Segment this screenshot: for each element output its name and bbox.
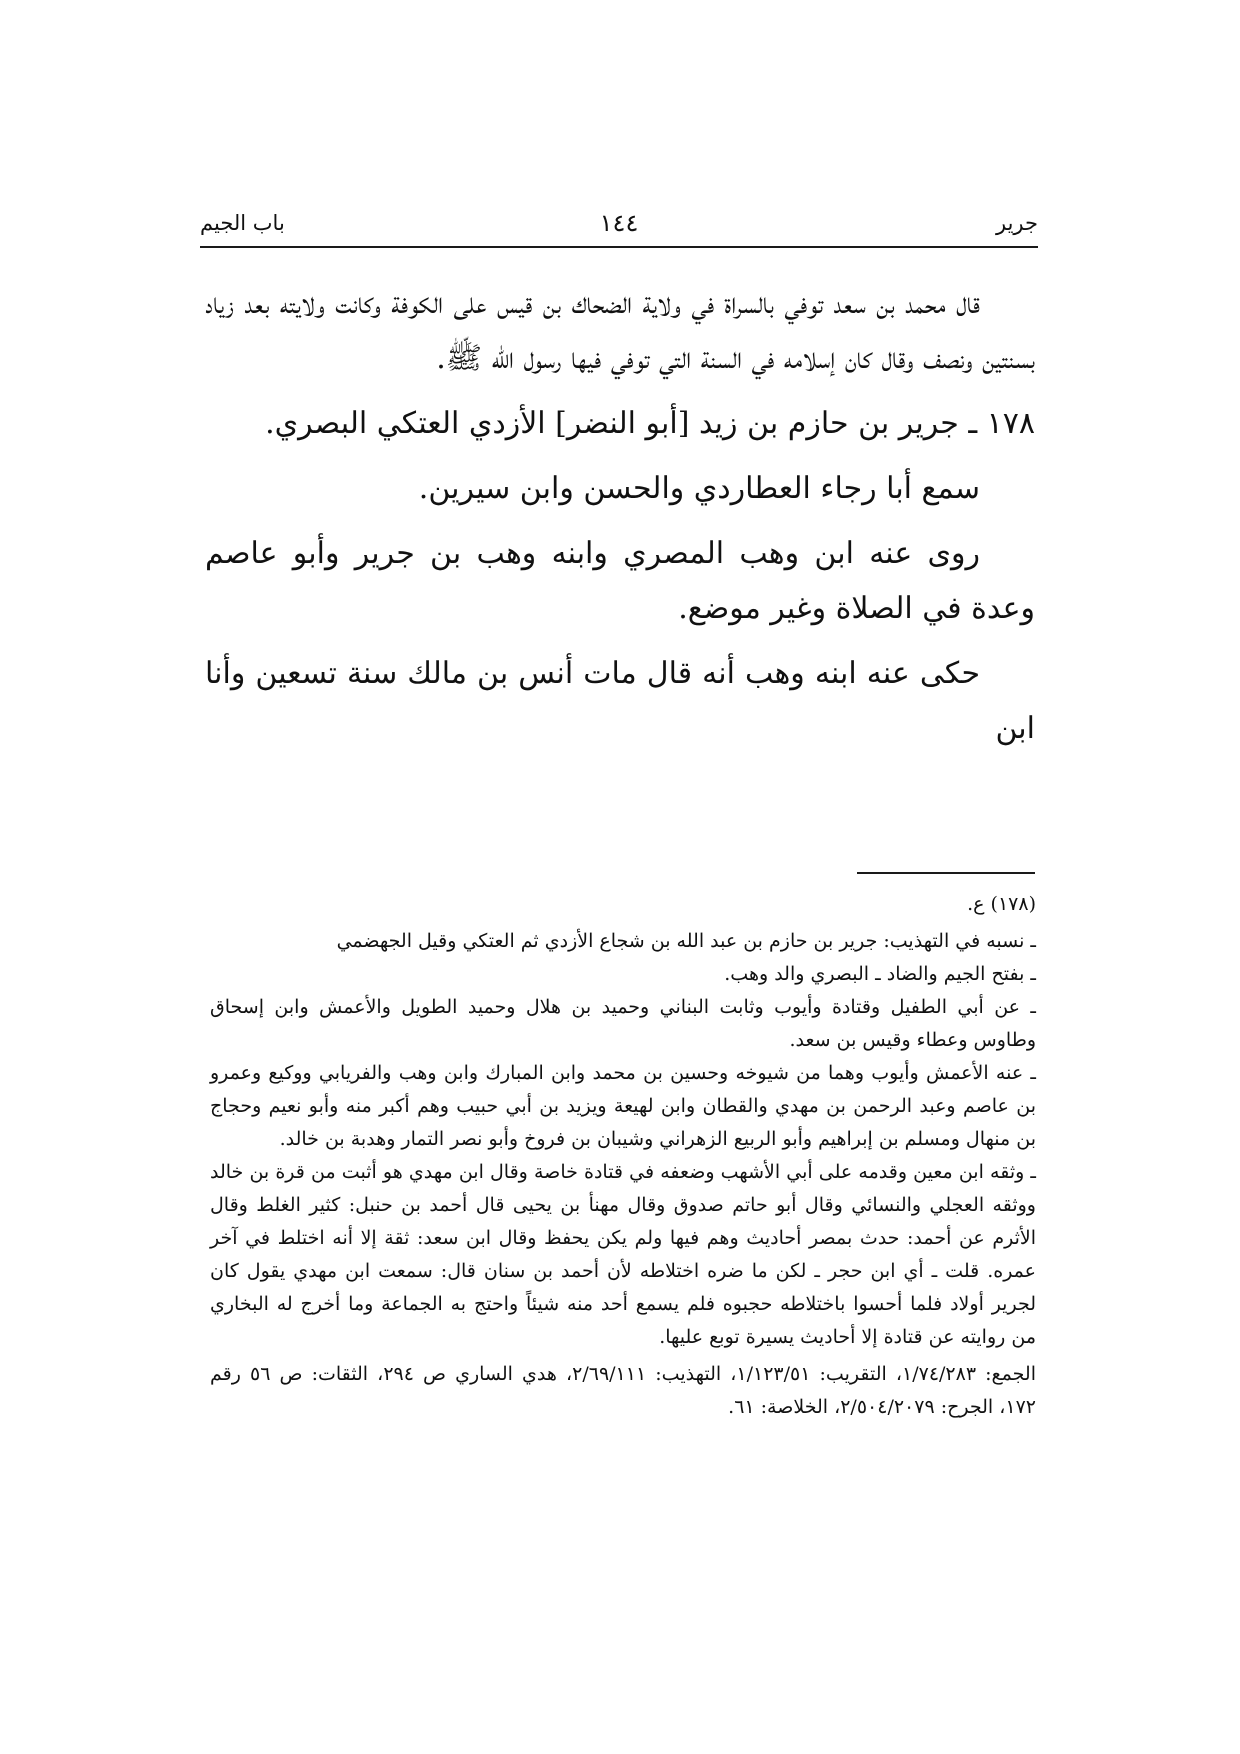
- footnote-reference: (١٧٨) ع.: [967, 893, 1036, 915]
- footnote-divider: [857, 872, 1035, 874]
- chapter-title: باب الجيم: [200, 211, 285, 235]
- body-paragraph: قال محمد بن سعد توفي بالسراة في ولاية الضحاك بن قيس على الكوفة وكانت ولايته بعد زياد بسنتين ونصف وقال كان إسلامه في السنة التي توفي فيها رسول الله ﷺ.: [205, 286, 1035, 376]
- footnote-sources: الجمع: ١/٧٤/٢٨٣، التقريب: ١/١٢٣/٥١، التهذيب: ٢/٦٩/١١١، هدي الساري ص ٢٩٤، الثقات: ص ٥٦ رقم ١٧٢، الجرح: ٢/٥٠٤/٢٠٧٩، الخلاصة: ٦١.: [210, 1363, 1036, 1418]
- body-paragraph: حكى عنه ابنه وهب أنه قال مات أنس بن مالك سنة تسعين وأنا ابن: [205, 656, 1035, 746]
- footnote-line: ـ عنه الأعمش وأيوب وهما من شيوخه وحسين بن محمد وابن المبارك وابن وهب والفريابي ووكيع وعمرو بن عاصم وعبد الرحمن بن مهدي والقطان وابن لهيعة ويزيد بن أبي حبيب وهم أكبر منه وأبو نعيم وحجاج بن منهال ومسلم بن إبراهيم وأبو الربيع الزهراني وشيبان بن فروخ وأبو نصر التمار وهدبة بن خالد.: [210, 1062, 1036, 1150]
- body-paragraph: روى عنه ابن وهب المصري وابنه وهب بن جرير وأبو عاصم وعدة في الصلاة وغير موضع.: [205, 536, 1035, 626]
- footnotes: [210, 888, 1036, 1424]
- main-text: [205, 276, 1035, 766]
- footnote-line: ـ وثقه ابن معين وقدمه على أبي الأشهب وضعفه في قتادة خاصة وقال ابن مهدي هو أثبت من قرة بن خالد ووثقه العجلي والنسائي وقال أبو حاتم صدوق وقال مهنأ بن يحيى قال أحمد بن حنبل: كثير الغلط وقال الأثرم عن أحمد: حدث بمصر أحاديث وهم فيها ولم يكن يحفظ وقال ابن سعد: ثقة إلا أنه اختلط في آخر عمره. قلت ـ أي ابن حجر ـ لكن ما ضره اختلاطه لأن أحمد بن سنان قال: سمعت ابن مهدي يقول كان لجرير أولاد فلما أحسوا باختلاطه حجبوه فلم يسمع أحد منه شيئاً واحتج به الجماعة وما أخرج له البخاري من روايته عن قتادة إلا أحاديث يسيرة توبع عليها.: [210, 1161, 1036, 1348]
- footnote-line: ـ بفتح الجيم والضاد ـ البصري والد وهب.: [724, 963, 1036, 985]
- entry-heading: ١٧٨ ـ جرير بن حازم بن زيد [أبو النضر] الأزدي العتكي البصري.: [265, 406, 1035, 441]
- header-divider: [200, 246, 1038, 248]
- running-header: [200, 208, 1038, 248]
- body-paragraph: سمع أبا رجاء العطاردي والحسن وابن سيرين.: [418, 471, 980, 506]
- page-number: ١٤٤: [599, 209, 639, 237]
- entry-name: جرير: [996, 211, 1038, 235]
- footnote-line: ـ عن أبي الطفيل وقتادة وأيوب وثابت البناني وحميد بن هلال وحميد الطويل والأعمش وابن إسحاق وطاوس وعطاء وقيس بن سعد.: [210, 996, 1036, 1051]
- footnote-line: ـ نسبه في التهذيب: جرير بن حازم بن عبد الله بن شجاع الأزدي ثم العتكي وقيل الجهضمي: [336, 930, 1036, 952]
